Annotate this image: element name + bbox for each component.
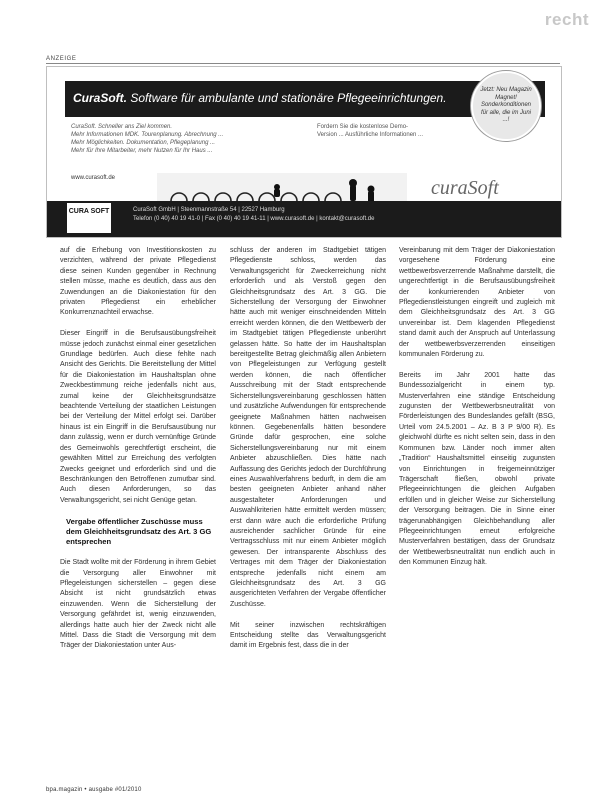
page-footer: bpa.magazin • ausgabe #01/2010: [46, 787, 142, 793]
paragraph: Mit seiner inzwischen rechtskräftigen Entscheidung stellte das Verwaltungsgericht damit im Ergebnis fest, dass die in der: [230, 621, 386, 650]
paragraph: schluss der anderen im Stadtgebiet tätigen Pflegedienste schloss, werden das Verwaltungsgericht für Zweckerreichung nicht erforderlich und als Verstoß gegen den Gleichheitsgrundsatz des Art. 3 GG. Die Sicherstellung der Versorgung der Einwohner hätte auch mit weniger einschneidenden Mitteln erreicht werden können, die den Wettbewerb der im Stadtgebiet tätigen Pflegedienste unberührt gelassen hätte. So hatte der im Haushaltsplan bereitgestellte Betrag gleichmäßig allen Anbietern von Pflegeleistungen zur Verfügung gestellt werden können, die nach öffentlicher Ausschreibung mit der Stadt entsprechende Sicherstellungsvereinbarung geschlossen hätten und zusätzliche Aufwendungen für entsprechende geeignete Maßnahmen hätten nachweisen können. Gegebenenfalls hätten besondere Gründe dafür gesprochen, eine solche Sicherstellungsvereinbarung nur mit einem Anbieter abzuschließen. Dies hätte nach Auffassung des Gerichts jedoch der Durchführung eines Auswahlverfahrens bedurft, in dem die am besten geeigneten Anbieter anhand näher ausgestalteter Anforderungen und Auswahlkriterien hätte ermittelt werden müssen; erst dann wäre auch die erforderliche Prüfung ausreichender sachlicher Gründe für eine Vertragsschluss mit nur einem Anbieter möglich gewesen. Der intransparente Abschluss des Vertrages mit dem Träger der Diakoniestation entspreche jedenfalls nicht einem am Gleichheitsgrundsatz des Art. 3 GG ausgerichteten Verfahren der Vergabe öffentlicher Zuschüsse.: [230, 247, 386, 608]
ad-note: Fordern Sie die kostenlose Demo-Version ... Ausführliche Informationen ...: [317, 124, 424, 138]
ad-contact-phone: Telefon (0 40) 40 19 41-0 | Fax (0 40) 40 19 41-11 | www.curasoft.de | kontakt@curasoft.de: [133, 216, 375, 222]
paragraph: Die Stadt wollte mit der Förderung in ihrem Gebiet die Versorgung aller Einwohner mit Pflegeleistungen sicherstellen – gegen diese Absicht ist nicht grundsätzlich etwas einzuwenden. Wenn die Sicherstellung der Versorgung gefährdet ist, wenig einzuwenden, allerdings hatte auch hier der Zweck nicht alle Mittel. Dass die Stadt die Versorgung mit dem Träger der Diakoniestation unter Aus-: [60, 559, 216, 650]
text-column-1: [60, 246, 216, 662]
text-column-2: [230, 246, 386, 662]
ad-contact: [133, 206, 374, 224]
ad-url-link[interactable]: www.curasoft.de: [71, 175, 116, 181]
paragraph: Bereits im Jahr 2001 hatte das Bundessozialgericht in einem typ. Musterverfahren eine ständige Entscheidung zugunsten der Wettbewerbsneutralität von Förderleistungen des Bundeslandes gefällt (BSG, Urteil vom 24.5.2001 – Az. B 3 P 9/00 R). Es gleichwohl dürfte es nicht selten sein, dass in den Kommunen bzw. Länder noch immer alten „Tradition“ Haushaltsmittel einseitig zugunsten von Einrichtungen in freigemeinnütziger Trägerschaft fließen, obwohl private Pflegeeinrichtungen die gleichen Aufgaben erfüllen und in gleicher Weise zur Sicherstellung der Versorgung beitragen. Die in Sinne einer trägerunabhängigen Gleichbehandlung aller Pflegeeinrichtungen erneut erfolgreiche Musterverfahren bestätigen, dass der Grundsatz der Wettbewerbsneutralität nun endlich auch in den Kommunen Einzug hält.: [399, 371, 555, 567]
ad-label: ANZEIGE: [46, 56, 77, 62]
ad-headline: [73, 91, 447, 105]
company-logo: CURA SOFT: [67, 203, 111, 233]
ad-brand-wordmark: curaSoft: [431, 177, 499, 199]
subheading: Vergabe öffentlicher Zuschüsse muss dem Gleichheitsgrundsatz des Art. 3 GG entsprechen: [66, 516, 212, 547]
section-label: recht: [544, 10, 589, 29]
ad-headline-text: Software für ambulante und stationäre Pflegeeinrichtungen.: [130, 91, 447, 105]
top-rule: [46, 63, 560, 64]
ad-contact-address: CuraSoft GmbH | Steenmannstraße 54 | 22527 Hamburg: [133, 207, 285, 213]
ad-feature-line: CuraSoft. Schneller ans Ziel kommen.: [71, 124, 173, 130]
paragraph: Vereinbarung mit dem Träger der Diakoniestation vorgesehene Förderung eine wettbewerbsverzerrende Maßnahme darstellt, die ungerechtfertigt in die Berufsausübungsfreiheit der konkurrierenden Anbieter von Pflegedienstleistungen eingreift und zugleich mit dem Gleichheitsgrundsatz des Art. 3 GG unvereinbar ist. Dem klagenden Pflegedienst stand damit auch der Anspruch auf Unterlassung der wettbewerbsverzerrenden einseitigen kommunalen Förderung zu.: [399, 247, 555, 359]
ad-headline-brand: CuraSoft.: [73, 91, 127, 105]
paragraph: Dieser Eingriff in die Berufsausübungsfreiheit müsse jedoch zunächst einmal einer gesetzlichen Grundlage bedürfen. Auch diese fehlte nach Ansicht des Gerichts. Die Bereitstellung der Mittel für die Diakoniestation im Haushaltsplan ohne Zweckbestimmung reiche jedenfalls nicht aus, zumal keine der Gleichheitsgrundsätze beachtende Verteilung der staatlichen Leistungen bei der Verteilung der Mittel erfolgt sei. Darüber hinaus ist ein Eingriff in die Berufsausübung nur dann zulässig, wenn er durch vernünftige Gründe des Gemeinwohls gerechtfertigt erscheint, die gewählten Mittel zur Erreichung des verfolgten Zwecks geeignet und erforderlich sind und die Beschränkungen den Betroffenen zumutbar sind. Auch diesen Anforderungen, so das Verwaltungsgericht, sei nicht Genüge getan.: [60, 330, 216, 504]
text-column-3: [399, 246, 555, 579]
ad-feature-line: Mehr Möglichkeiten. Dokumentation, Pflegeplanung ...: [71, 140, 216, 146]
ad-footer: [47, 201, 561, 237]
paragraph: auf die Erhebung von Investitionskosten zu verzichten, während der private Pflegedienst diese seinen Kunden gegenüber in Rechnung stellen müsse, mache es deutlich, dass aus den Zuwendungen an die Diakoniestation für den privaten Pflegedienst ein erheblicher Konkurrenznachteil erwachse.: [60, 247, 216, 317]
ad-feature-line: Mehr für Ihre Mitarbeiter, mehr Nutzen für Ihr Haus ...: [71, 148, 213, 154]
ad-feature-list: [71, 123, 301, 155]
promo-stamp: Jetzt: Neu Magazin Magnet! Sonderkonditionen für alle, die im Juni ...!: [471, 71, 541, 141]
advertisement[interactable]: [46, 66, 562, 238]
ad-feature-line: Mehr Informationen MDK. Tourenplanung. Abrechnung ...: [71, 132, 224, 138]
